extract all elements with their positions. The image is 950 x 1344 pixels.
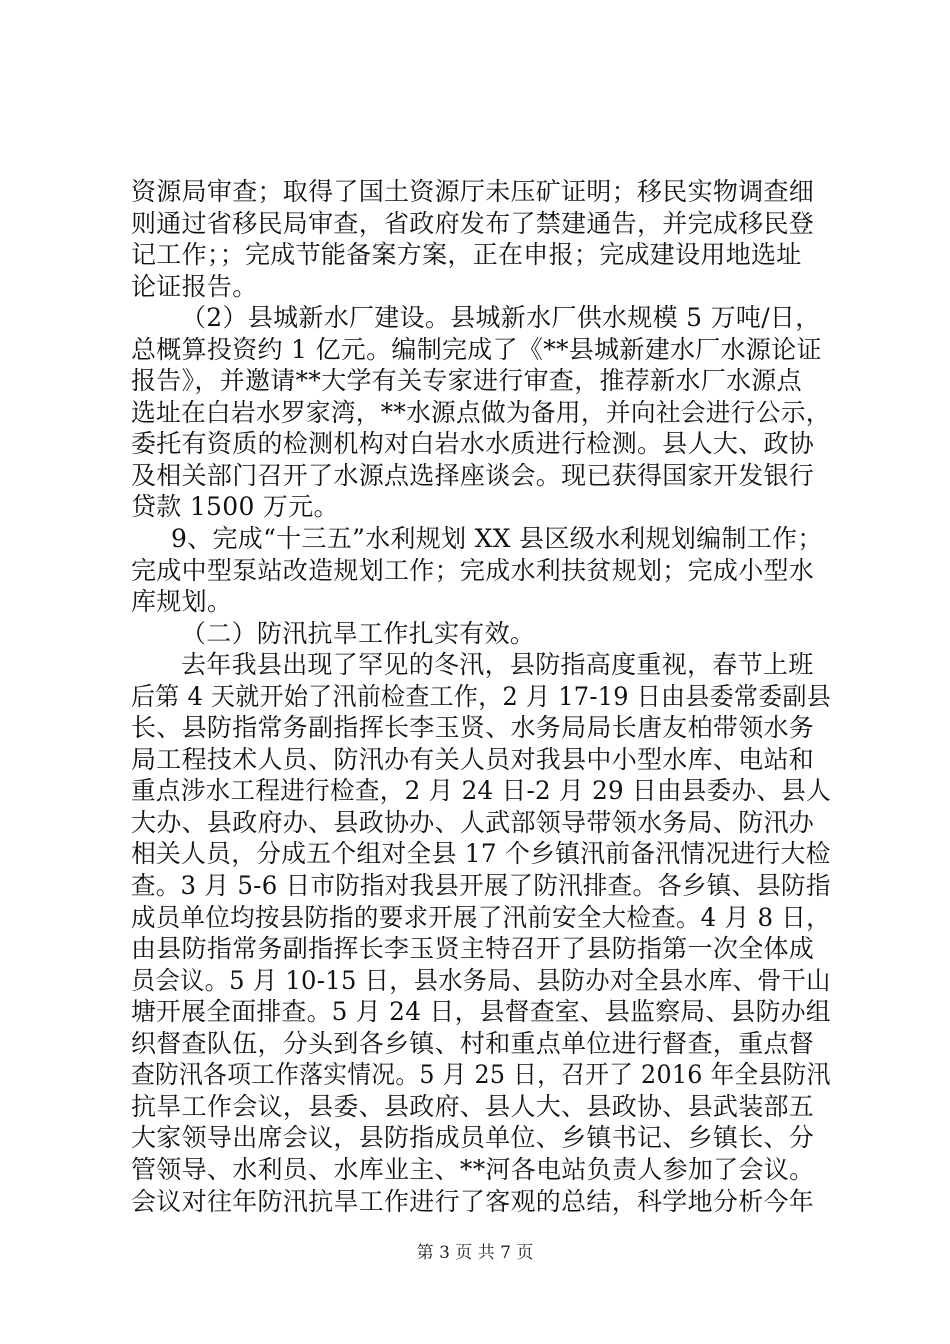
paragraph-water-planning [131, 523, 831, 618]
text-line: 记工作；；完成节能备案方案，正在申报；完成建设用地选址 [131, 240, 802, 270]
paragraph-land-review [131, 176, 831, 302]
text-line: 由县防指常务副指挥长李玉贤主特召开了县防指第一次全体成 [131, 934, 815, 964]
document-body [131, 176, 831, 1217]
text-line: （二）防汛抗旱工作扎实有效。 [181, 618, 536, 648]
text-line: 总概算投资约 1 亿元。编制完成了《**县城新建水厂水源论证 [131, 334, 822, 364]
section-heading-flood-control [131, 618, 831, 650]
text-line: （2）县城新水厂建设。县城新水厂供水规模 5 万吨/日， [181, 303, 821, 333]
text-line: 则通过省移民局审查，省政府发布了禁建通告，并完成移民登 [131, 208, 815, 238]
text-line: 管领导、水利员、水库业主、**河各电站负责人参加了会议。 [131, 1154, 815, 1184]
text-line: 塘开展全面排查。5 月 24 日，县督查室、县监察局、县防办组 [131, 997, 831, 1027]
page-number-footer: 第 3 页 共 7 页 [416, 1243, 534, 1263]
text-line: 及相关部门召开了水源点选择座谈会。现已获得国家开发银行 [131, 460, 815, 490]
text-line: 报告》，并邀请**大学有关专家进行审查，推荐新水厂水源点 [131, 366, 802, 396]
text-line: 查。3 月 5-6 日市防指对我县开展了防汛排查。各乡镇、县防指 [131, 871, 831, 901]
paragraph-flood-inspection [131, 649, 831, 1217]
text-line: 大家领导出席会议，县防指成员单位、乡镇书记、乡镇长、分 [131, 1123, 815, 1153]
text-line: 选址在白岩水罗家湾，**水源点做为备用，并向社会进行公示， [131, 397, 831, 427]
text-line: 9、完成“十三五”水利规划 XX 县区级水利规划编制工作； [171, 524, 823, 554]
text-line: 论证报告。 [131, 271, 258, 301]
text-line: 局工程技术人员、防汛办有关人员对我县中小型水库、电站和 [131, 744, 815, 774]
text-line: 抗旱工作会议，县委、县政府、县人大、县政协、县武装部五 [131, 1091, 815, 1121]
text-line: 完成中型泵站改造规划工作；完成水利扶贫规划；完成小型水 [131, 555, 815, 585]
text-line: 查防汛各项工作落实情况。5 月 25 日，召开了 2016 年全县防汛 [131, 1060, 831, 1090]
text-line: 会议对往年防汛抗旱工作进行了客观的总结，科学地分析今年 [131, 1186, 815, 1216]
paragraph-water-plant [131, 302, 831, 523]
text-line: 贷款 1500 万元。 [131, 492, 339, 522]
text-line: 织督查队伍，分头到各乡镇、村和重点单位进行督查，重点督 [131, 1028, 815, 1058]
text-line: 委托有资质的检测机构对白岩水水质进行检测。县人大、政协 [131, 429, 815, 459]
text-line: 相关人员，分成五个组对全县 17 个乡镇汛前备汛情况进行大检 [131, 839, 831, 869]
text-line: 大办、县政府办、县政协办、人武部领导带领水务局、防汛办 [131, 807, 815, 837]
text-line: 员会议。5 月 10-15 日，县水务局、县防办对全县水库、骨干山 [131, 965, 831, 995]
text-line: 资源局审查；取得了国土资源厅未压矿证明；移民实物调查细 [131, 177, 815, 206]
text-line: 库规划。 [131, 587, 233, 617]
text-line: 重点涉水工程进行检查，2 月 24 日-2 月 29 日由县委办、县人 [131, 776, 832, 806]
text-line: 后第 4 天就开始了汛前检查工作，2 月 17-19 日由县委常委副县 [131, 681, 832, 711]
text-line: 长、县防指常务副指挥长李玉贤、水务局局长唐友柏带领水务 [131, 713, 815, 743]
text-line: 成员单位均按县防指的要求开展了汛前安全大检查。4 月 8 日， [131, 902, 831, 932]
text-line: 去年我县出现了罕见的冬汛，县防指高度重视，春节上班 [181, 650, 814, 680]
